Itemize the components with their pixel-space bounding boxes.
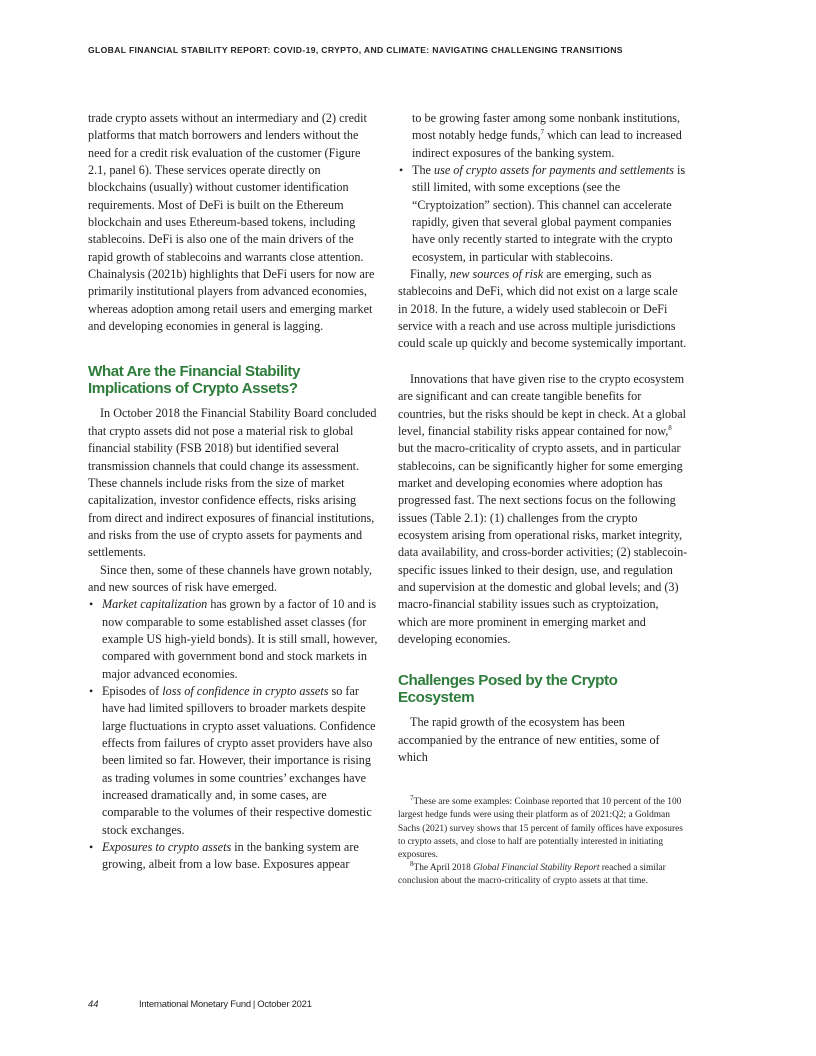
list-item xyxy=(88,596,378,683)
body-text: Innovations that have given rise to the crypto ecosystem are significant and can create tangible benefits for countries, but the risks should be kept in check. At a global level, financial stability risks appear contained for now, xyxy=(398,371,687,438)
running-header: GLOBAL FINANCIAL STABILITY REPORT: COVID-19, CRYPTO, AND CLIMATE: NAVIGATING CHALLENGING TRANSITIONS xyxy=(88,45,623,55)
section-heading-challenges: Challenges Posed by the Crypto Ecosystem xyxy=(398,672,618,707)
risk-channel-list xyxy=(88,596,378,874)
footnote-number: 8 xyxy=(410,859,414,868)
page-number: 44 xyxy=(88,998,99,1009)
footnote-ref[interactable]: 7 xyxy=(540,128,545,137)
list-item xyxy=(398,162,688,266)
right-column xyxy=(398,110,688,888)
footnote-text: reached a similar conclusion about the macro-criticality of crypto assets at that time. xyxy=(398,862,666,886)
left-column xyxy=(88,110,378,874)
footnote-text: These are some examples: Coinbase reported that 10 percent of the 100 largest hedge funds were using their platform as of 2021:Q2; a Goldman Sachs (2021) survey shows that 15 percent of family offices have exposures to crypto assets, and close to half are potentially interested in initiating exposures. xyxy=(398,797,683,860)
list-item-text: so far have had limited spillovers to broader markets despite large fluctuations in crypto asset valuations. Confidence effects from failures of crypto asset providers have also been limited so far. However, their importance is rising as trading volumes in some countries’ exchanges have increased dramatically and, in some cases, are comparable to the volumes of their respective domestic stock exchanges. xyxy=(102,683,376,837)
footnote-7 xyxy=(398,796,688,861)
list-item-text: is still limited, with some exceptions (see the “Cryptoization” section). This channel can accelerate rapidly, given that several global payment companies have only recently started to integrate with the crypto ecosystem, in particular with stablecoins. xyxy=(412,163,686,264)
bullet-icon: • xyxy=(89,597,94,612)
body-text: which can lead to increased indirect exposures of the banking system. xyxy=(412,128,682,160)
list-item-text: has grown by a factor of 10 and is now comparable to some established asset classes (for example US high-yield bonds). It is still small, however, compared with government bond and stock markets in major advanced economies. xyxy=(102,597,378,681)
list-item-text: Episodes of xyxy=(102,683,163,698)
emphasis-text: Exposures to crypto assets xyxy=(102,840,232,855)
list-item xyxy=(88,839,378,874)
emphasis-text: loss of confidence in crypto assets xyxy=(162,683,329,698)
paragraph-finally xyxy=(398,266,688,353)
emphasis-text: Global Financial Stability Report xyxy=(473,862,600,873)
paragraph-fsb-2018: In October 2018 the Financial Stability Board concluded that crypto assets did not pose a material risk to global financial stability (FSB 2018) but identified several transmission channels that could change its assessment. These channels include risks from the size of market capitalization, investor confidence effects, risks arising from direct and indirect exposures of financial institutions, and risks from the use of crypto assets for payments and settlements. xyxy=(88,406,377,560)
footer-separator: | xyxy=(252,998,256,1009)
footnote-text: The April 2018 xyxy=(413,862,474,873)
emphasis-text: Market capitalization xyxy=(102,597,208,612)
paragraph-innovations xyxy=(398,371,688,649)
body-text: but the macro-criticality of crypto assets, and in particular stablecoins, can be significantly higher for some emerging market and developing economies where adoption has progressed fast. The next sections focus on the following issues (Table 2.1): (1) challenges from the crypto ecosystem arising from operational risks, market integrity, data availability, and cross-border activities; (2) stablecoin-specific issues linked to their design, use, and regulation and supervision at the domestic and global levels; and (3) macro-financial stability issues such as cryptoization, which are more prominent in emerging market and developing economies. xyxy=(398,441,688,646)
list-item xyxy=(88,683,378,839)
list-item-text: in the banking system are growing, albeit from a low base. Exposures appear xyxy=(102,840,359,872)
emphasis-text: new sources of risk xyxy=(449,267,544,282)
footnotes xyxy=(398,796,688,888)
list-item-text: The xyxy=(412,163,434,178)
body-text: to be growing faster among some nonbank institutions, most notably hedge funds, xyxy=(412,111,681,143)
paragraph-rapid-growth: The rapid growth of the ecosystem has been accompanied by the entrance of new entities, some of which xyxy=(398,715,660,764)
publisher-name: International Monetary Fund xyxy=(139,998,251,1009)
page-footer xyxy=(88,998,312,1009)
bullet-icon: • xyxy=(89,683,94,698)
footnote-number: 7 xyxy=(410,794,414,803)
paragraph-since-then: Since then, some of these channels have grown notably, and new sources of risk have emerged. xyxy=(88,562,372,594)
risk-channel-list-continued xyxy=(398,162,688,266)
body-text: Finally, xyxy=(410,267,450,282)
section-heading-financial-stability: What Are the Financial Stability Implications of Crypto Assets? xyxy=(88,363,301,398)
footnote-8 xyxy=(398,859,688,888)
bullet-continuation xyxy=(398,110,688,162)
bullet-icon: • xyxy=(399,163,404,178)
bullet-icon: • xyxy=(89,840,94,855)
body-text: are emerging, such as stablecoins and DeFi, which did not exist on a large scale in 2018. In the future, a widely used stablecoin or DeFi service with a reach and use across multiple jurisdictions could scale up quickly and become systemically important. xyxy=(398,267,687,351)
footnote-ref[interactable]: 8 xyxy=(668,423,672,432)
emphasis-text: use of crypto assets for payments and settlements xyxy=(434,163,674,178)
paragraph-defi-continuation: trade crypto assets without an intermediary and (2) credit platforms that match borrowers and lenders without the need for a credit risk evaluation of the customer (Figure 2.1, panel 6). These services operate directly on blockchains (usually) without customer identification requirements. Most of DeFi is built on the Ethereum blockchain and uses Ethereum-based tokens, including stablecoins. DeFi is also one of the main drivers of the rapid growth of stablecoins and warrants close attention. Chainalysis (2021b) highlights that DeFi users for now are primarily institutional players from advanced economies, whereas adoption among retail users and emerging market and developing economies in general is lagging. xyxy=(88,111,375,334)
publication-date: October 2021 xyxy=(257,998,312,1009)
